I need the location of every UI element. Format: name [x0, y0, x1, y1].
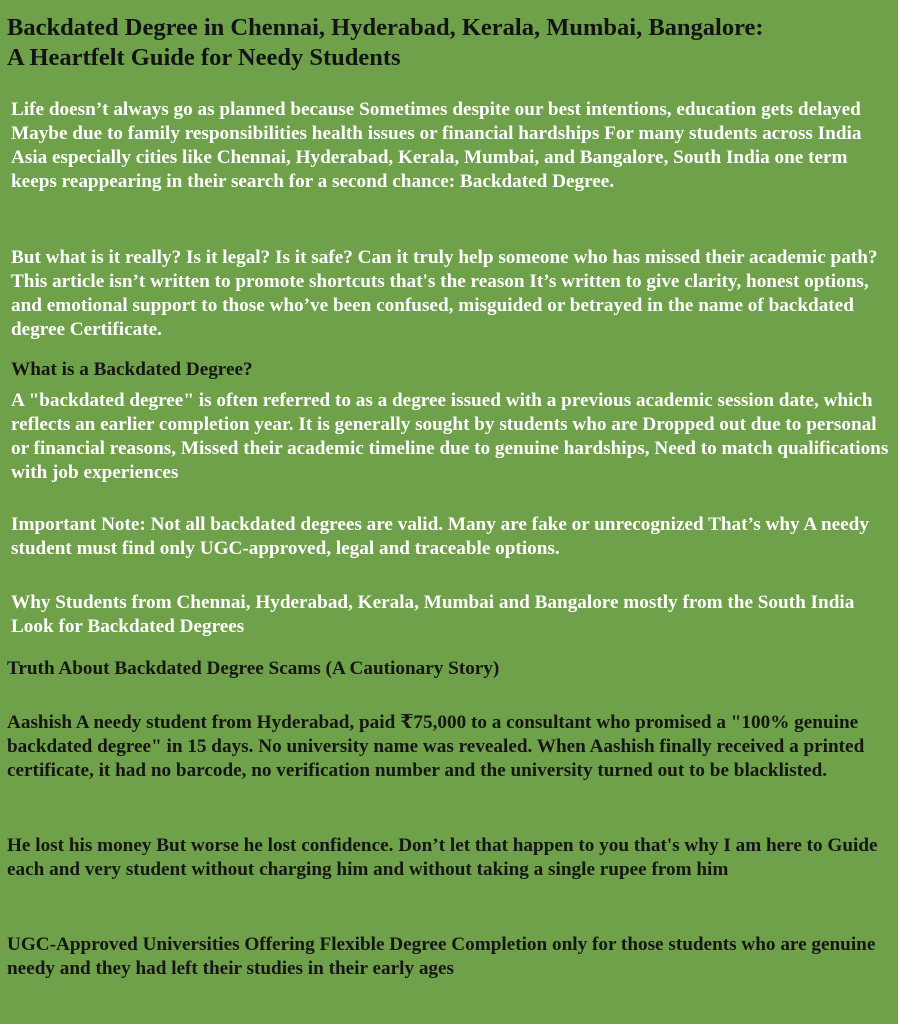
scam-story-paragraph-2: He lost his money But worse he lost confidence. Don’t let that happen to you that's why I am here to Guide each and very student without charging him and without taking a single rupee from him [7, 835, 878, 880]
scam-story-paragraph-1: Aashish A needy student from Hyderabad, paid ₹75,000 to a consultant who promised a "100% genuine backdated degree" in 15 days. No university name was revealed. When Aashish finally received a printed certificate, it had no barcode, no verification number and the university turned out to be blacklisted. [7, 712, 865, 781]
intro-paragraph-1: Life doesn’t always go as planned because Sometimes despite our best intentions, education gets delayed Maybe due to family responsibilities health issues or financial hardships For many students across India Asia especially cities like Chennai, Hyderabad, Kerala, Mumbai, and Bangalore, South India one term keeps reappearing in their search for a second chance: Backdated Degree. [11, 99, 862, 192]
article-title-line-2: A Heartfelt Guide for Needy Students [7, 44, 401, 71]
why-students-paragraph: Why Students from Chennai, Hyderabad, Kerala, Mumbai and Bangalore mostly from the South India Look for Backdated Degrees [11, 592, 855, 637]
section-heading-what-is-backdated-degree: What is a Backdated Degree? [11, 359, 253, 380]
definition-paragraph: A "backdated degree" is often referred to as a degree issued with a previous academic session date, which reflects an earlier completion year. It is generally sought by students who are Dropped out due to personal or financial reasons, Missed their academic timeline due to genuine hardships, Need to match qualifications with job experiences [11, 390, 889, 483]
section-heading-scam-truth: Truth About Backdated Degree Scams (A Cautionary Story) [7, 658, 500, 679]
intro-paragraph-2: But what is it really? Is it legal? Is it safe? Can it truly help someone who has missed their academic path? This article isn’t written to promote shortcuts that's the reason It’s written to give clarity, honest options, and emotional support to those who’ve been confused, misguided or betrayed in the name of backdated degree Certificate. [11, 247, 878, 340]
article-title [7, 13, 887, 73]
ugc-universities-paragraph: UGC-Approved Universities Offering Flexible Degree Completion only for those students who are genuine needy and they had left their studies in their early ages [7, 934, 876, 979]
important-note: Important Note: Not all backdated degrees are valid. Many are fake or unrecognized That’s why A needy student must find only UGC-approved, legal and traceable options. [11, 514, 869, 559]
article-title-line-1: Backdated Degree in Chennai, Hyderabad, Kerala, Mumbai, Bangalore: [7, 14, 764, 41]
